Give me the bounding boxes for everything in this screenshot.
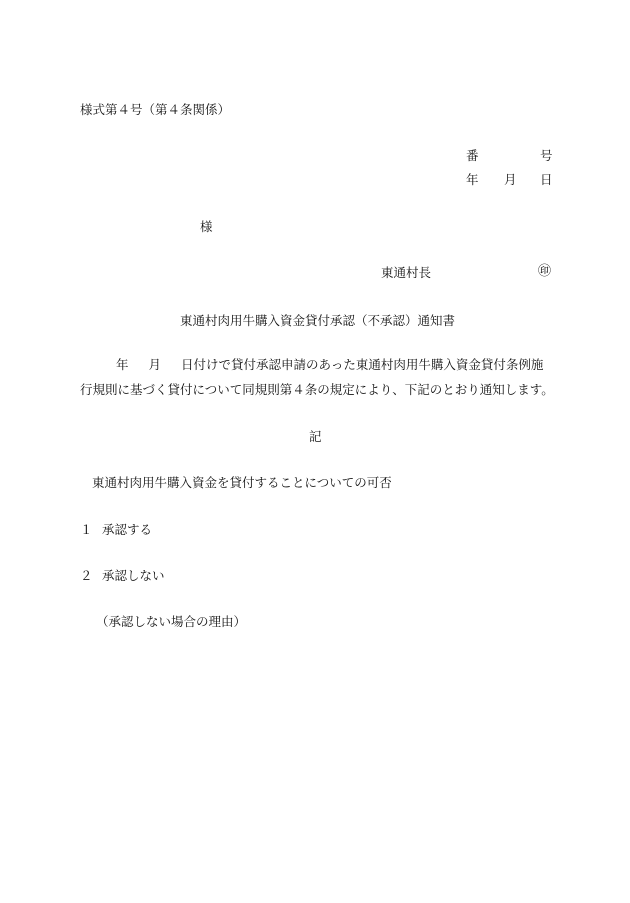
option-number: ２ [80, 568, 93, 583]
option-approve [80, 524, 152, 537]
form-number: 様式第４号（第４条関係） [80, 102, 231, 117]
subject-line: 東通村肉用牛購入資金を貸付することについての可否 [92, 475, 392, 490]
ki-heading: 記 [309, 429, 322, 444]
sender-title: 東通村長 [381, 265, 432, 280]
date-day: 日 [540, 172, 553, 187]
date-month: 月 [504, 172, 517, 187]
body-month: 月 [148, 357, 162, 372]
option-label: 承認しない [102, 568, 165, 583]
body-year: 年 [116, 357, 129, 372]
document-number-label: 番 [466, 148, 479, 163]
option-number: １ [80, 522, 93, 537]
seal-mark-icon: ㊞ [538, 264, 552, 279]
reason-note: （承認しない場合の理由） [96, 614, 247, 629]
option-label: 承認する [102, 522, 153, 537]
option-disapprove [80, 570, 165, 583]
body-line-1 [80, 359, 543, 372]
date-year: 年 [466, 172, 479, 187]
document-number-suffix: 号 [540, 148, 553, 163]
document-title: 東通村肉用牛購入資金貸付承認（不承認）通知書 [180, 313, 456, 328]
body-line-1-text: 日付けで貸付承認申請のあった東通村肉用牛購入資金貸付条例施 [181, 357, 544, 372]
addressee-suffix: 様 [200, 219, 213, 234]
body-line-2: 行規則に基づく貸付について同規則第４条の規定により、下記のとおり通知します。 [80, 382, 554, 397]
